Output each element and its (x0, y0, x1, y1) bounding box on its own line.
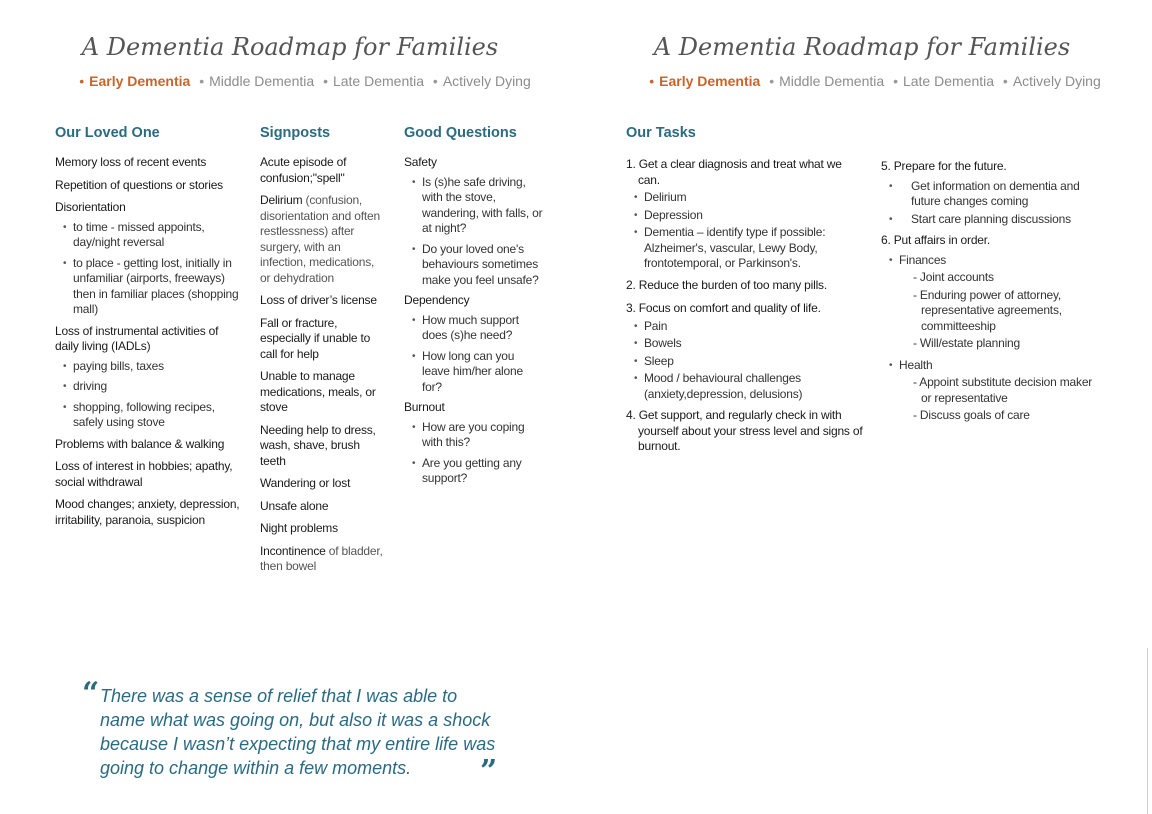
loved-one-item: Loss of interest in hobbies; apathy, social withdrawal (55, 459, 233, 489)
loved-one-item: Problems with balance & walking (55, 436, 225, 451)
list-item: • How are you coping with this? (404, 420, 544, 451)
list-item: • driving (55, 379, 240, 395)
signpost-item: Acute episode of confusion;"spell" (260, 155, 347, 185)
list-item: • How long can you leave him/her alone for? (404, 349, 544, 396)
signpost-detail: of bladder, then bowel (260, 543, 383, 573)
bullet-icon: • (323, 73, 328, 89)
list-item: - Will/estate planning (913, 336, 1020, 350)
bullet-icon: • (199, 73, 205, 89)
bullet-icon: • (769, 73, 775, 89)
sub-list (881, 179, 1096, 228)
close-quote-icon: ” (480, 754, 498, 789)
dash-list (881, 375, 1096, 424)
list-item: • Finances (881, 253, 1096, 269)
tasks-column-1 (626, 157, 866, 457)
signpost-item: Night problems (260, 521, 338, 535)
open-quote-icon: “ (82, 676, 100, 711)
list-item: • Depression (626, 208, 866, 224)
signpost-item-delirium (260, 193, 386, 286)
list-item: - Appoint substitute decision maker or representative (913, 375, 1093, 405)
signpost-item: Wandering or lost (260, 476, 351, 490)
bullet-icon: • (893, 73, 898, 89)
list-item: • shopping, following recipes, safely using stove (55, 400, 240, 431)
signpost-term: Incontinence (260, 543, 326, 558)
list-item: • Sleep (626, 354, 866, 370)
stage-late-dementia[interactable]: Late Dementia (332, 73, 425, 89)
sub-list (404, 175, 544, 289)
stage-actively-dying[interactable]: Actively Dying (1012, 73, 1101, 89)
list-item: - Joint accounts (913, 270, 994, 284)
signpost-detail: (confusion, disorientation and often restlessness) after surgery, with an infection, medications, or dehydration (260, 193, 380, 285)
list-item: - Discuss goals of care (913, 408, 1030, 422)
list-item: • to time - missed appoints, day/night reversal (55, 220, 240, 251)
list-item: • Health (881, 358, 1096, 374)
left-page-title: A Dementia Roadmap for Families (81, 33, 499, 61)
question-group-label: Burnout (404, 400, 445, 414)
signpost-item: Unable to manage medications, meals, or stove (260, 369, 376, 414)
sub-list (626, 190, 866, 272)
sub-list (881, 253, 1096, 269)
stage-middle-dementia[interactable]: Middle Dementia (779, 73, 885, 89)
list-item: • paying bills, taxes (55, 359, 240, 375)
column-heading: Our Loved One (55, 125, 160, 141)
task-item: 3. Focus on comfort and quality of life. (626, 301, 821, 315)
loved-one-item: Mood changes; anxiety, depression, irritability, paranoia, suspicion (55, 497, 240, 527)
list-item: • Is (s)he safe driving, with the stove, wandering, with falls, or at night? (404, 175, 544, 237)
list-item: • Get information on dementia and future changes coming (881, 179, 1096, 210)
task-item: 6. Put affairs in order. (881, 233, 991, 247)
task-item: 4. Get support, and regularly check in with yourself about your stress level and signs of burnout. (626, 408, 863, 453)
stage-middle-dementia[interactable]: Middle Dementia (209, 73, 315, 89)
quote-text: There was a sense of relief that I was able to name what was going on, but also it was a shock because I wasn’t expecting that my entire life was going to change within a few moments. (100, 686, 496, 778)
signpost-item: Unsafe alone (260, 498, 329, 513)
loved-one-item: Loss of instrumental activities of daily living (IADLs) (55, 323, 219, 353)
loved-one-item: Memory loss of recent events (55, 155, 207, 169)
list-item: • Pain (626, 319, 866, 335)
signpost-term: Delirium (260, 193, 303, 207)
bullet-icon: • (1002, 73, 1008, 89)
column-our-loved-one (55, 125, 240, 535)
list-item: • Do your loved one's behaviours sometimes make you feel unsafe? (404, 242, 544, 289)
sub-list (55, 220, 240, 318)
tasks-heading: Our Tasks (626, 125, 696, 141)
column-signposts (260, 125, 386, 582)
column-heading: Good Questions (404, 125, 517, 141)
stage-early-dementia[interactable]: Early Dementia (659, 73, 761, 89)
loved-one-item: Disorientation (55, 200, 126, 214)
task-item: 1. Get a clear diagnosis and treat what we can. (626, 157, 842, 187)
column-heading: Signposts (260, 125, 331, 141)
stage-early-dementia[interactable]: Early Dementia (89, 73, 191, 89)
stage-actively-dying[interactable]: Actively Dying (442, 73, 531, 89)
signpost-item-incontinence (260, 544, 386, 575)
tasks-column-2 (881, 159, 1096, 430)
right-stage-nav (610, 73, 1140, 89)
sub-list (404, 313, 544, 396)
task-item: 2. Reduce the burden of too many pills. (626, 277, 827, 292)
bullet-icon: • (79, 73, 85, 89)
list-item: • Start care planning discussions (881, 212, 1096, 228)
sub-list (881, 358, 1096, 374)
sub-list (404, 420, 544, 487)
bullet-icon: • (432, 73, 438, 89)
right-page-title: A Dementia Roadmap for Families (653, 33, 1071, 61)
question-group-label: Safety (404, 155, 437, 169)
question-group-label: Dependency (404, 293, 470, 307)
dash-list (881, 270, 1096, 352)
stage-late-dementia[interactable]: Late Dementia (902, 73, 995, 89)
list-item: • Delirium (626, 190, 866, 206)
list-item: • Bowels (626, 336, 866, 352)
list-item: - Enduring power of attorney, representative agreements, committeeship (913, 287, 1062, 333)
list-item: • How much support does (s)he need? (404, 313, 544, 344)
signpost-item: Loss of driver’s license (260, 293, 377, 307)
left-stage-nav (40, 73, 570, 89)
sub-list (626, 319, 866, 403)
task-item: 5. Prepare for the future. (881, 159, 1007, 173)
bullet-icon: • (649, 73, 655, 89)
loved-one-item: Repetition of questions or stories (55, 177, 223, 192)
list-item: • Are you getting any support? (404, 456, 544, 487)
pull-quote (82, 676, 512, 789)
list-item: • to place - getting lost, initially in unfamiliar (airports, freeways) then in familiar places (shopping mall) (55, 256, 240, 318)
list-item: • Mood / behavioural challenges (anxiety,depression, delusions) (626, 371, 866, 402)
signpost-item: Fall or fracture, especially if unable to call for help (260, 315, 371, 361)
column-good-questions (404, 125, 544, 493)
page-edge-divider (1147, 648, 1148, 814)
sub-list (55, 359, 240, 431)
list-item: • Dementia – identify type if possible: Alzheimer's, vascular, Lewy Body, frontotemporal, or Parkinson's. (626, 225, 866, 272)
signpost-item: Needing help to dress, wash, shave, brush teeth (260, 422, 376, 468)
